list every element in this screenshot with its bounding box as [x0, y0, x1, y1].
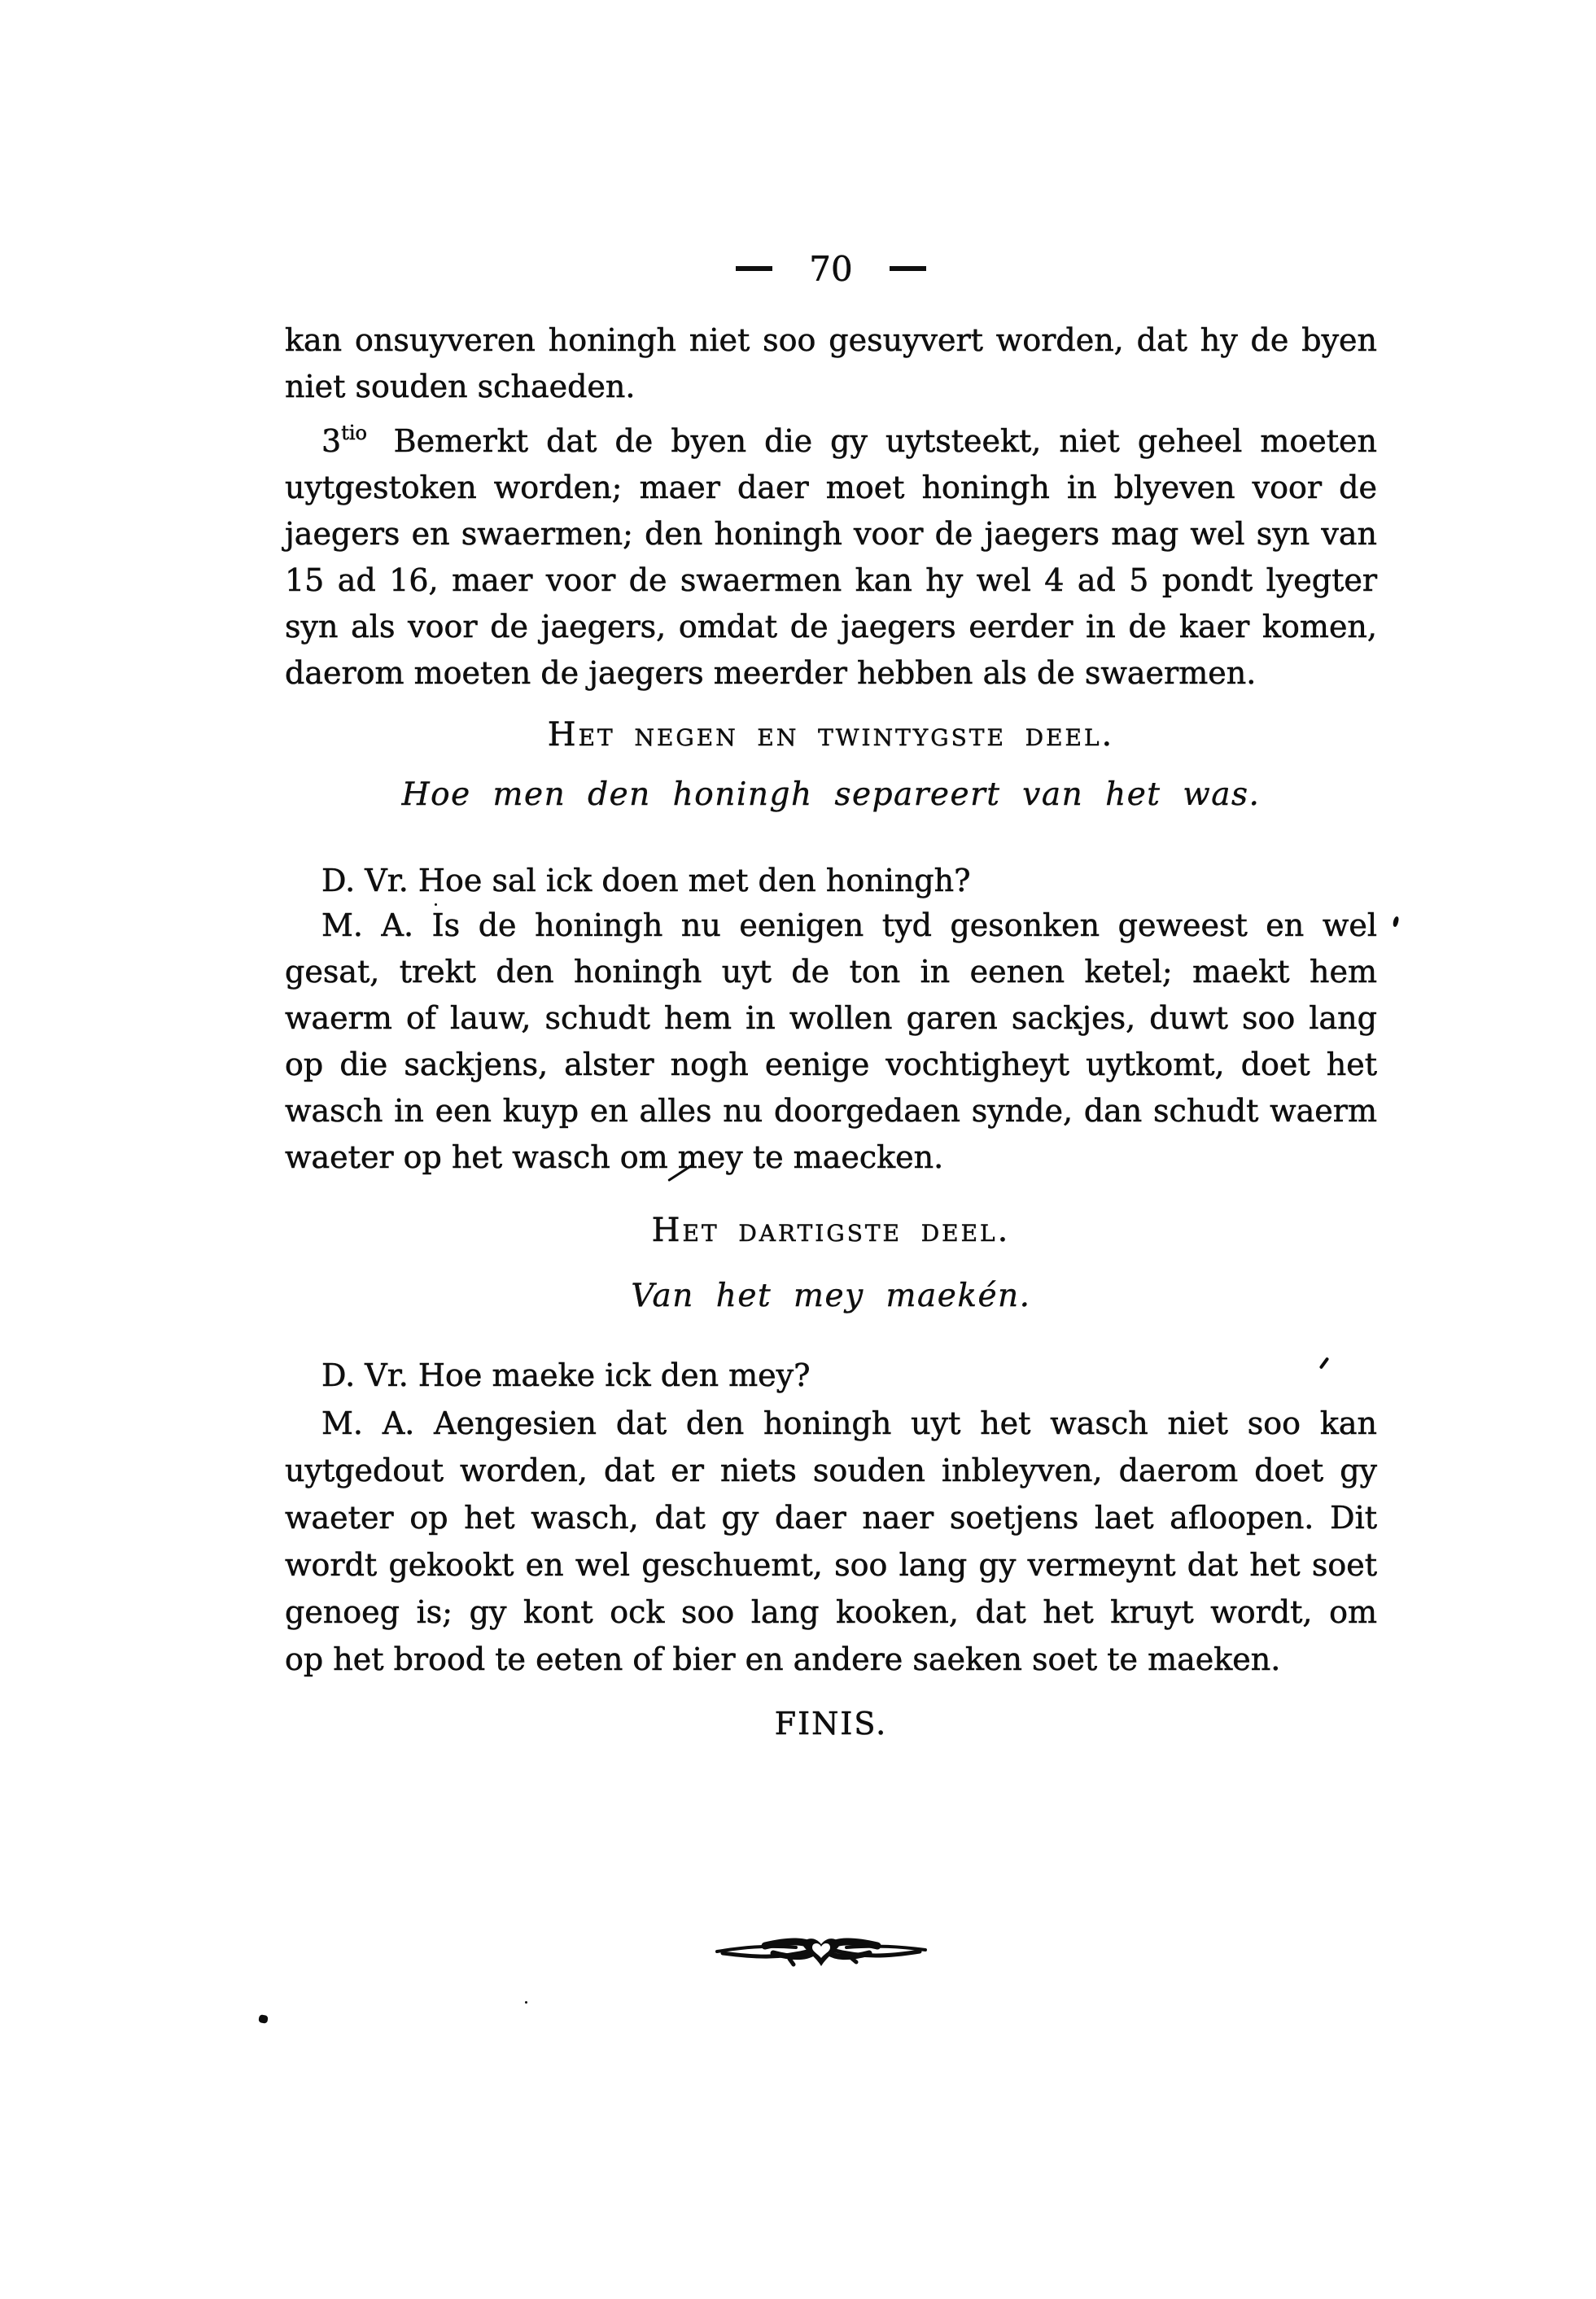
ink-speck — [258, 2014, 269, 2024]
paragraph-line: uytgestoken worden; maer daer moet honingh in blyeven voor de — [285, 470, 1377, 505]
chapter-30-subtitle: Van het mey maekén. — [631, 1278, 1031, 1314]
dialogue-answer-line: waeter op het wasch, dat gy daer naer soetjens laet afloopen. Dit — [285, 1500, 1377, 1536]
dialogue-answer-line: wasch in een kuyp en alles nu doorgedaen synde, dan schudt waerm — [285, 1093, 1377, 1129]
paragraph-line-superscript — [285, 410, 1377, 465]
header-dash-right-icon — [890, 266, 926, 271]
paragraph-line: 15 ad 16, maer voor de swaermen kan hy wel 4 ad 5 pondt lyegter — [285, 562, 1377, 598]
dialogue-question-line: D. Vr. Hoe sal ick doen met den honingh? — [321, 863, 971, 898]
dialogue-answer-line: M. A. Aengesien dat den honingh uyt het wasch niet soo kan — [321, 1405, 1377, 1441]
finis-ornament-icon — [715, 1934, 928, 1971]
dialogue-answer-line: wordt gekookt en wel geschuemt, soo lang gy vermeynt dat het soet — [285, 1547, 1377, 1583]
running-head — [285, 251, 1377, 288]
paragraph-continuation — [285, 317, 1377, 410]
dialogue-answer-line: waerm of lauw, schudt hem in wollen garen sackjes, duwt soo lang — [285, 1000, 1377, 1036]
dialogue-answer-line: uytgedout worden, dat er niets souden inbleyven, daerom doet gy — [285, 1453, 1377, 1488]
ordinal-superscript: tio — [341, 422, 367, 444]
page-number: 70 — [809, 249, 853, 289]
paragraph-line: jaegers en swaermen; den honingh voor de jaegers mag wel syn van — [285, 516, 1377, 552]
dialogue-question-line: D. Vr. Hoe maeke ick den mey? — [321, 1357, 811, 1393]
header-dash-left-icon — [736, 266, 772, 271]
paragraph-line: daerom moeten de jaegers meerder hebben als de swaermen. — [285, 655, 1257, 691]
chapter-30-heading: Het dartigste deel. — [651, 1212, 1011, 1249]
paragraph-line: niet souden schaeden. — [285, 369, 636, 404]
dialogue-question — [285, 858, 1377, 904]
chapter-29-heading: Het negen en twintygste deel. — [547, 716, 1115, 754]
ink-speck — [525, 2001, 527, 2004]
dialogue-question — [285, 1353, 1377, 1399]
dialogue-answer-line: M. A. Is de honingh nu eenigen tyd gesonken geweest en wel — [321, 907, 1377, 943]
paragraph-3tio — [285, 410, 1377, 697]
dialogue-answer — [285, 903, 1377, 1181]
ordinal-number: 3 — [321, 423, 342, 459]
ink-speck — [1392, 916, 1399, 927]
dialogue-answer-line: waeter op het wasch om mey te maecken. — [285, 1139, 944, 1175]
dialogue-answer-line: gesat, trekt den honingh uyt de ton in eenen ketel; maekt hem — [285, 954, 1377, 990]
dialogue-answer-line: op die sackjens, alster nogh eenige vochtigheyt uytkomt, doet het — [285, 1047, 1377, 1082]
dialogue-answer-line: op het brood te eeten of bier en andere saeken soet te maeken. — [285, 1641, 1281, 1677]
chapter-29-subtitle: Hoe men den honingh separeert van het was. — [401, 776, 1261, 813]
finis-label: FINIS. — [774, 1706, 888, 1742]
dialogue-answer — [285, 1400, 1377, 1683]
paragraph-line: kan onsuyveren honingh niet soo gesuyvert worden, dat hy de byen — [285, 322, 1377, 358]
paragraph-line: syn als voor de jaegers, omdat de jaegers eerder in de kaer komen, — [285, 609, 1377, 645]
ink-speck — [435, 903, 437, 906]
paragraph-line-rest: Bemerkt dat de byen die gy uytsteekt, niet geheel moeten — [393, 423, 1377, 459]
dialogue-answer-line: genoeg is; gy kont ock soo lang kooken, dat het kruyt wordt, om — [285, 1594, 1377, 1630]
